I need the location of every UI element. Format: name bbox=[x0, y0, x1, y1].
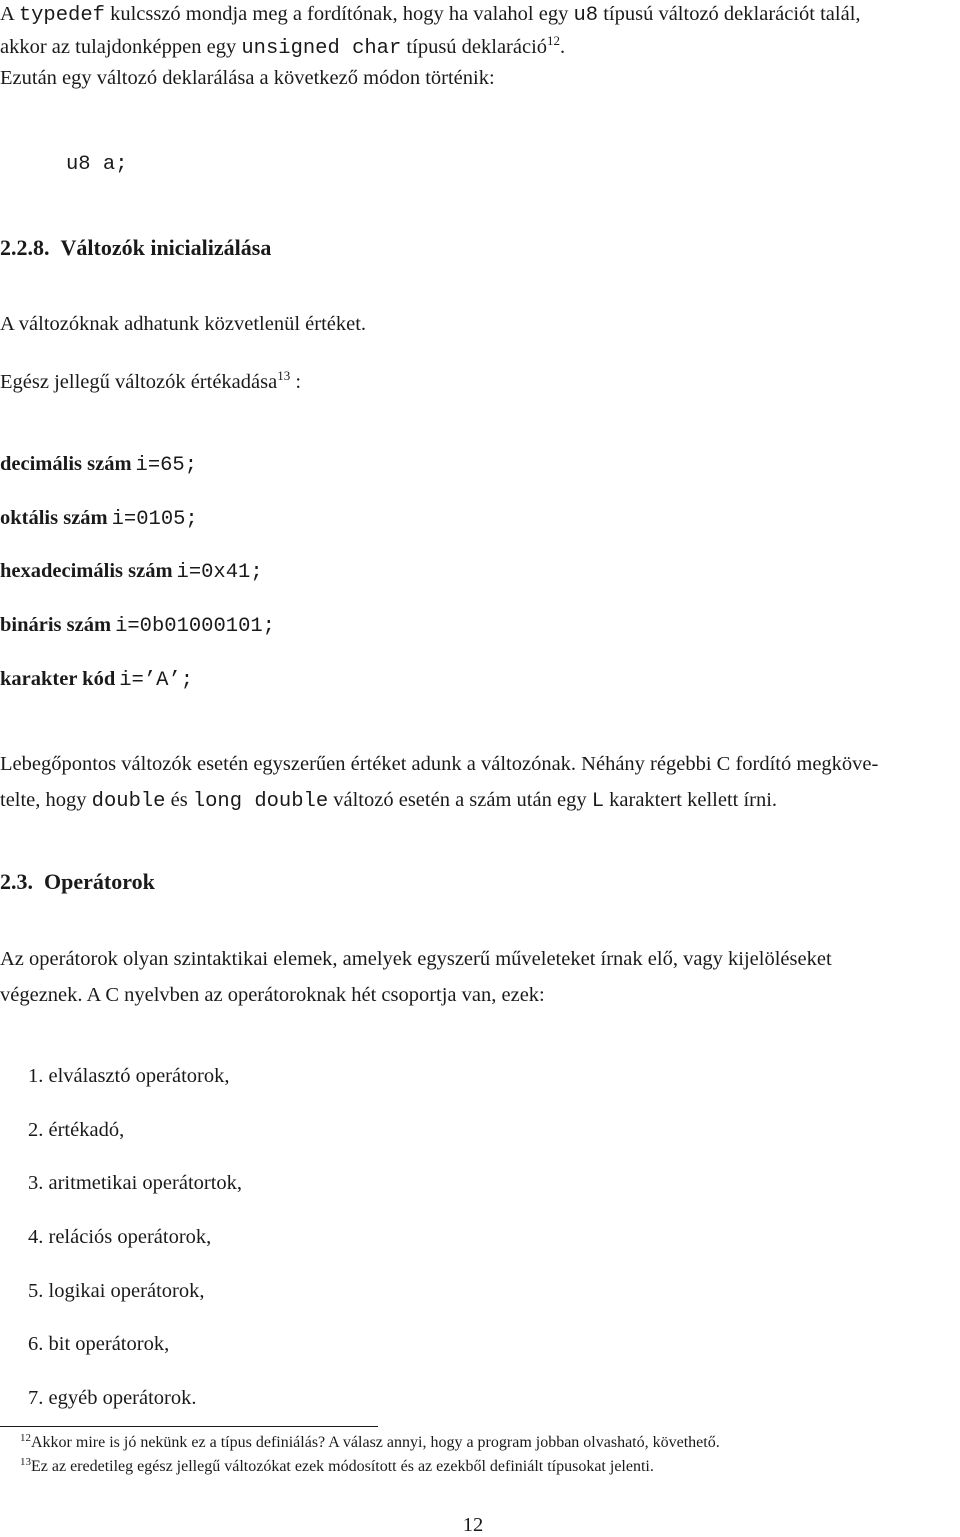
list-item: 2. értékadó, bbox=[28, 1119, 125, 1141]
definition-decimal: decimális szám i=65; bbox=[0, 453, 198, 477]
declaration-text: Ezután egy változó deklarálása a következő módon történik: bbox=[0, 67, 495, 89]
definition-octal: oktális szám i=0105; bbox=[0, 507, 198, 531]
footnote-rule bbox=[0, 1426, 378, 1427]
integer-assignment-text: Egész jellegű változók értékadása$^{13}$ : bbox=[0, 368, 302, 393]
code-unsigned-char: unsigned char bbox=[241, 37, 402, 60]
definition-character: karakter kód i=’A’; bbox=[0, 668, 194, 692]
code-L: L bbox=[591, 790, 605, 813]
list-item: 5. logikai operátorok, bbox=[28, 1280, 205, 1302]
list-item: 7. egyéb operátorok. bbox=[28, 1387, 197, 1409]
list-item: 1. elválasztó operátorok, bbox=[28, 1065, 230, 1087]
intro-line-2: akkor az tulajdonképpen egy unsigned char típusú deklaráció$^{12}$. bbox=[0, 33, 566, 60]
section-number: 2.2.8. bbox=[0, 235, 50, 260]
footnote-ref-12[interactable]: 12 bbox=[547, 33, 561, 48]
float-paragraph-line-1: Lebegőpontos változók esetén egyszerűen értéket adunk a változónak. Néhány régebbi C fordító megköve- bbox=[0, 753, 879, 775]
footnote-12: $^{12}$Akkor mire is jó nekünk ez a típus definiálás? A válasz annyi, hogy a program jobban olvasható, követhető. bbox=[20, 1432, 720, 1451]
section-title: Változók inicializálása bbox=[60, 235, 272, 260]
list-item: 4. relációs operátorok, bbox=[28, 1226, 212, 1248]
code-double: double bbox=[91, 790, 166, 813]
intro-line-1: A typedef kulcsszó mondja meg a fordítónak, hogy ha valahol egy u8 típusú változó deklarációt talál, bbox=[0, 3, 861, 27]
list-item: 3. aritmetikai operátortok, bbox=[28, 1172, 243, 1194]
footnote-13: $^{13}$Ez az eredetileg egész jellegű változókat ezek módosított és az ezekből definiált típusokat jelenti. bbox=[20, 1456, 654, 1475]
page-number: 12 bbox=[462, 1514, 484, 1536]
init-paragraph: A változóknak adhatunk közvetlenül értéket. bbox=[0, 313, 367, 335]
definition-hexadecimal: hexadecimális szám i=0x41; bbox=[0, 560, 263, 584]
code-long-double: long double bbox=[192, 790, 329, 813]
operators-paragraph-line-1: Az operátorok olyan szintaktikai elemek, amelyek egyszerű műveleteket írnak elő, vagy kijelöléseket bbox=[0, 948, 832, 970]
float-paragraph-line-2: telte, hogy double és long double változó esetén a szám után egy L karaktert kellett írni. bbox=[0, 789, 778, 813]
section-title: Operátorok bbox=[44, 869, 155, 894]
code-u8: u8 bbox=[573, 4, 599, 27]
section-heading-2-3 bbox=[0, 869, 155, 895]
list-item: 6. bit operátorok, bbox=[28, 1333, 170, 1355]
declaration-code: u8 a; bbox=[66, 153, 128, 176]
operators-paragraph-line-2: végeznek. A C nyelvben az operátoroknak hét csoportja van, ezek: bbox=[0, 984, 545, 1006]
section-number: 2.3. bbox=[0, 869, 33, 894]
section-heading-2-2-8 bbox=[0, 235, 271, 261]
definition-binary: bináris szám i=0b01000101; bbox=[0, 614, 275, 638]
code-typedef: typedef bbox=[18, 4, 105, 27]
footnote-ref-13[interactable]: 13 bbox=[277, 368, 291, 383]
